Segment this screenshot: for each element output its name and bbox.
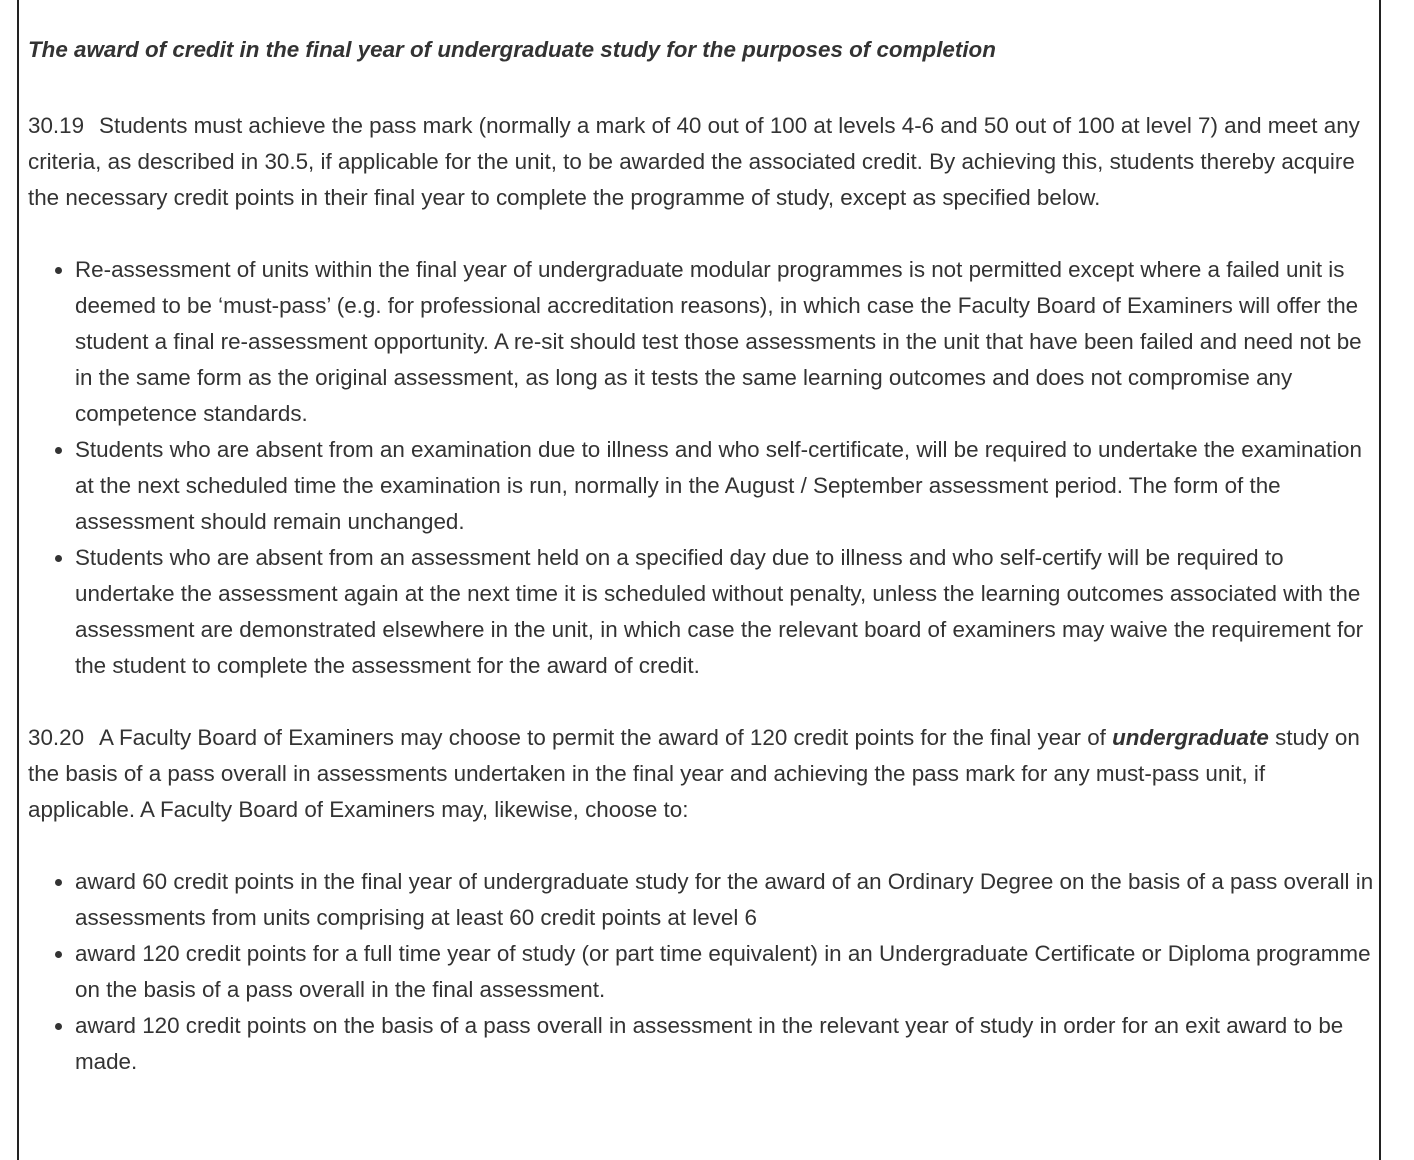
list-item: Students who are absent from an examination due to illness and who self-certificate, will be required to undertake the examination at the next scheduled time the examination is run, normally in the August / September assessment period. The form of the assessment should remain unchanged.	[75, 432, 1378, 540]
paragraph-number: 30.19	[28, 113, 85, 138]
section-heading: The award of credit in the final year of undergraduate study for the purposes of completion	[28, 37, 996, 62]
paragraph-text-start: A Faculty Board of Examiners may choose to permit the award of 120 credit points for the final year of	[99, 725, 1106, 750]
paragraph-text: Students must achieve the pass mark (normally a mark of 40 out of 100 at levels 4-6 and 50 out of 100 at level 7) and meet any criteria, as described in 30.5, if applicable for the unit, to be awarded the associated credit. By achieving this, students thereby acquire the necessary credit points in their final year to complete the programme of study, except as specified below.	[28, 113, 1360, 210]
list-item: award 60 credit points in the final year of undergraduate study for the award of an Ordinary Degree on the basis of a pass overall in assessments from units comprising at least 60 credit points at level 6	[75, 864, 1378, 936]
list-item: award 120 credit points on the basis of a pass overall in assessment in the relevant year of study in order for an exit award to be made.	[75, 1008, 1378, 1080]
bullet-list-30-19	[28, 252, 1378, 684]
list-item: award 120 credit points for a full time year of study (or part time equivalent) in an Undergraduate Certificate or Diploma programme on the basis of a pass overall in the final assessment.	[75, 936, 1378, 1008]
paragraph-30-19	[28, 108, 1378, 216]
paragraph-30-20	[28, 720, 1378, 828]
paragraph-number: 30.20	[28, 725, 85, 750]
list-item: Re-assessment of units within the final year of undergraduate modular programmes is not permitted except where a failed unit is deemed to be ‘must-pass’ (e.g. for professional accreditation reasons), in which case the Faculty Board of Examiners will offer the student a final re-assessment opportunity. A re-sit should test those assessments in the unit that have been failed and need not be in the same form as the original assessment, as long as it tests the same learning outcomes and does not compromise any competence standards.	[75, 252, 1378, 432]
list-item: Students who are absent from an assessment held on a specified day due to illness and who self-certify will be required to undertake the assessment again at the next time it is scheduled without penalty, unless the learning outcomes associated with the assessment are demonstrated elsewhere in the unit, in which case the relevant board of examiners may waive the requirement for the student to complete the assessment for the award of credit.	[75, 540, 1378, 684]
paragraph-text-end: study on the basis of a pass overall in assessments undertaken in the final year and achieving the pass mark for any must-pass unit, if applicable. A Faculty Board of Examiners may, likewise, choose to:	[28, 725, 1360, 822]
bullet-list-30-20	[28, 864, 1378, 1080]
emphasized-word: undergraduate	[1112, 725, 1269, 750]
regulations-content	[28, 28, 1378, 1116]
